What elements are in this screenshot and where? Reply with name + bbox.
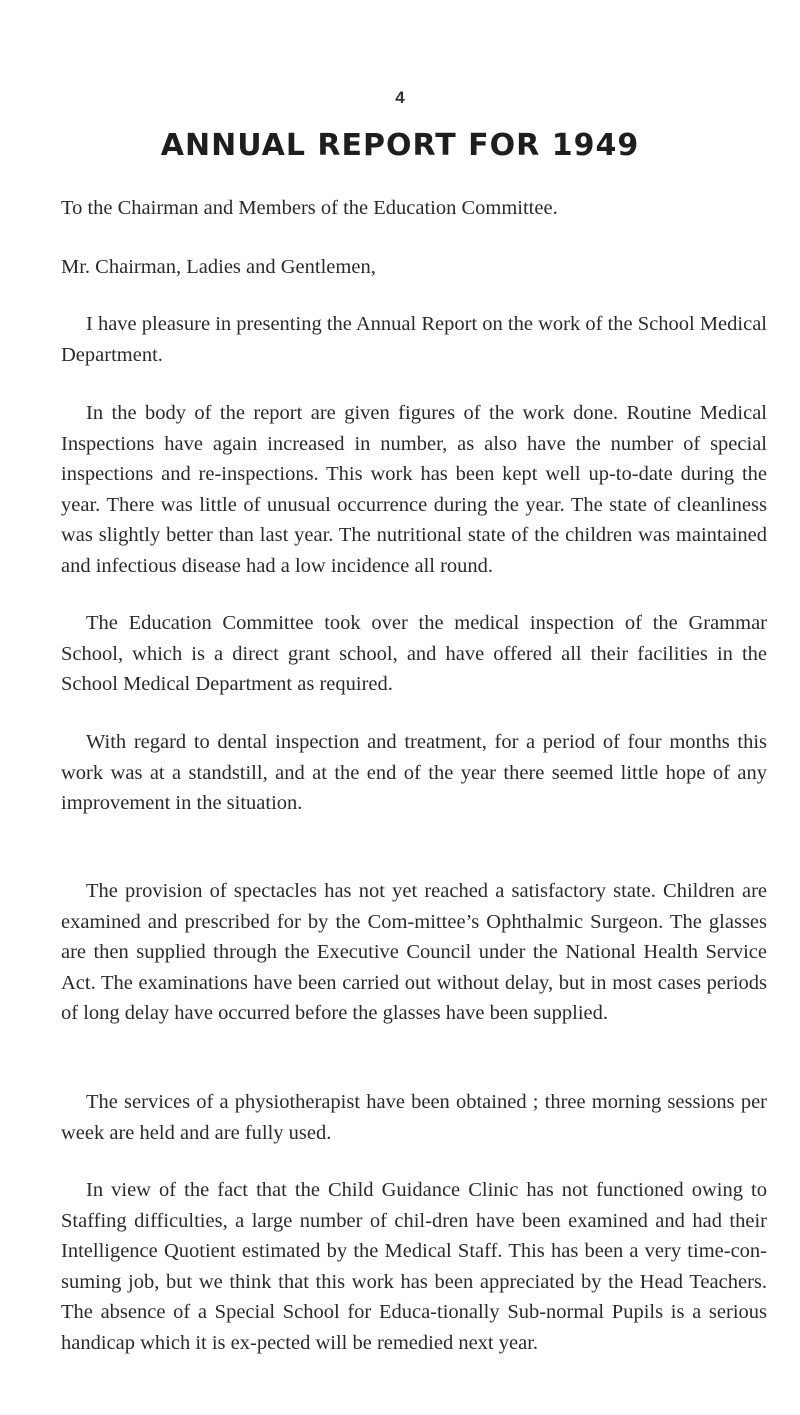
paragraph-grammar-school: The Education Committee took over the medical inspection of the Grammar School, which is a direct grant school, and have offered all their facilities in the School Medical Department as required. (61, 612, 767, 695)
paragraph-work-done: In the body of the report are given figures of the work done. Routine Medical Inspections have again increased in number, as also have the number of special inspections and re-inspections. This work has been kept well up-to-date during the year. There was little of unusual occurrence during the year. The state of cleanliness was slightly better than last year. The nutritional state of the children was maintained and infectious disease had a low incidence all round. (61, 402, 767, 577)
paragraph-spectacles: The provision of spectacles has not yet reached a satisfactory state. Children are examined and prescribed for by the Com-mittee’s Ophthalmic Surgeon. The glasses are then supplied through the Executive Council under the National Health Service Act. The examinations have been carried out without delay, but in most cases periods of long delay have occurred before the glasses have been supplied. (61, 880, 767, 1024)
page-number: 4 (395, 88, 405, 107)
paragraph-child-guidance: In view of the fact that the Child Guidance Clinic has not functioned owing to Staffing difficulties, a large number of chil-dren have been examined and had their Intelligence Quotient estimated by the Medical Staff. This has been a very time-con-suming job, but we think that this work has been appreciated by the Head Teachers. The absence of a Special School for Educa-tionally Sub-normal Pupils is a serious handicap which it is ex-pected will be remedied next year. (61, 1179, 767, 1354)
paragraph-dental: With regard to dental inspection and treatment, for a period of four months this work was at a standstill, and at the end of the year there seemed little hope of any improvement in the situation. (61, 731, 767, 814)
paragraph-intro: I have pleasure in presenting the Annual Report on the work of the School Medical Department. (61, 313, 767, 366)
page-title: ANNUAL REPORT FOR 1949 (160, 128, 640, 163)
paragraph-physiotherapy: The services of a physiotherapist have been obtained ; three morning sessions per week are held and are fully used. (61, 1091, 767, 1144)
addressee-line: To the Chairman and Members of the Education Committee. (61, 197, 558, 219)
greeting-line: Mr. Chairman, Ladies and Gentlemen, (61, 256, 376, 278)
